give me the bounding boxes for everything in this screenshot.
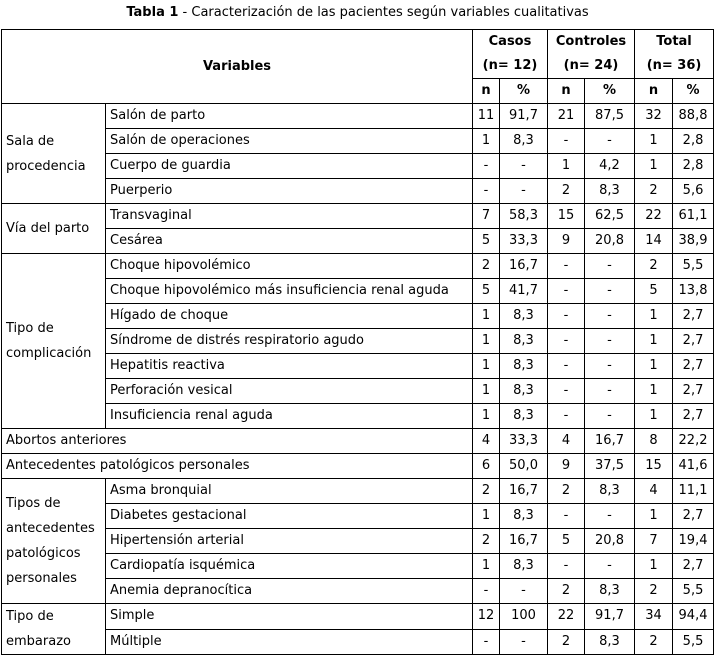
- group-cell: Tipos de antecedentes patológicos personales: [2, 479, 106, 604]
- cell-controles-n: 2: [548, 579, 585, 604]
- cell-total-pct: 88,8: [673, 104, 714, 129]
- cell-total-n: 14: [635, 229, 673, 254]
- cell-controles-pct: -: [585, 129, 635, 154]
- cell-controles-n: -: [548, 304, 585, 329]
- cell-total-n: 34: [635, 604, 673, 630]
- header-group-controles-n: (n= 24): [563, 58, 619, 73]
- cell-controles-pct: -: [585, 504, 635, 529]
- cell-casos-pct: -: [500, 629, 548, 655]
- row-label: Salón de parto: [106, 104, 473, 129]
- table-row: [2, 629, 714, 655]
- cell-total-pct: 2,7: [673, 329, 714, 354]
- table-row: [2, 479, 714, 504]
- cell-casos-pct: 8,3: [500, 329, 548, 354]
- cell-controles-n: 1: [548, 154, 585, 179]
- row-label: Hígado de choque: [106, 304, 473, 329]
- cell-total-n: 32: [635, 104, 673, 129]
- cell-casos-pct: 16,7: [500, 479, 548, 504]
- cell-total-pct: 5,6: [673, 179, 714, 204]
- header-group-casos-n: (n= 12): [482, 58, 538, 73]
- cell-total-pct: 11,1: [673, 479, 714, 504]
- cell-total-pct: 94,4: [673, 604, 714, 630]
- header-group-total-n: (n= 36): [646, 58, 702, 73]
- cell-casos-n: 1: [473, 354, 500, 379]
- cell-casos-n: -: [473, 579, 500, 604]
- row-label: Simple: [106, 604, 473, 630]
- table-row: [2, 529, 714, 554]
- cell-casos-pct: 8,3: [500, 354, 548, 379]
- cell-casos-n: 1: [473, 304, 500, 329]
- table-row: [2, 454, 714, 479]
- row-label: Cuerpo de guardia: [106, 154, 473, 179]
- cell-casos-n: 1: [473, 329, 500, 354]
- cell-casos-pct: 8,3: [500, 404, 548, 429]
- header-sub-casos-pct: %: [500, 79, 548, 104]
- table-row: [2, 229, 714, 254]
- cell-total-pct: 2,7: [673, 554, 714, 579]
- cell-casos-n: 12: [473, 604, 500, 630]
- cell-casos-pct: -: [500, 179, 548, 204]
- cell-total-n: 1: [635, 554, 673, 579]
- table-row: [2, 604, 714, 630]
- cell-total-pct: 5,5: [673, 254, 714, 279]
- cell-controles-n: -: [548, 129, 585, 154]
- cell-casos-pct: 8,3: [500, 379, 548, 404]
- cell-casos-pct: 8,3: [500, 554, 548, 579]
- row-label: Hipertensión arterial: [106, 529, 473, 554]
- cell-controles-pct: 8,3: [585, 479, 635, 504]
- row-label: Cardiopatía isquémica: [106, 554, 473, 579]
- cell-controles-n: -: [548, 279, 585, 304]
- cell-casos-pct: 100: [500, 604, 548, 630]
- table-row: [2, 179, 714, 204]
- cell-total-pct: 2,7: [673, 504, 714, 529]
- group-cell: Tipo de embarazo: [2, 604, 106, 655]
- table-row: [2, 254, 714, 279]
- cell-controles-n: -: [548, 379, 585, 404]
- cell-casos-pct: 8,3: [500, 504, 548, 529]
- row-label: Transvaginal: [106, 204, 473, 229]
- cell-controles-pct: -: [585, 254, 635, 279]
- header-sub-total-n: n: [635, 79, 673, 104]
- header-group-casos: [473, 30, 548, 79]
- table-row: [2, 329, 714, 354]
- header-sub-casos-n: n: [473, 79, 500, 104]
- cell-total-pct: 5,5: [673, 629, 714, 655]
- row-label: Salón de operaciones: [106, 129, 473, 154]
- cell-total-n: 1: [635, 129, 673, 154]
- cell-casos-n: 1: [473, 379, 500, 404]
- cell-casos-n: 1: [473, 504, 500, 529]
- cell-controles-n: 5: [548, 529, 585, 554]
- table-row: [2, 579, 714, 604]
- header-sub-controles-pct: %: [585, 79, 635, 104]
- cell-total-n: 1: [635, 154, 673, 179]
- cell-total-n: 22: [635, 204, 673, 229]
- cell-controles-n: 22: [548, 604, 585, 630]
- cell-total-n: 8: [635, 429, 673, 454]
- header-sub-controles-n: n: [548, 79, 585, 104]
- cell-total-pct: 13,8: [673, 279, 714, 304]
- cell-total-n: 1: [635, 404, 673, 429]
- cell-total-n: 15: [635, 454, 673, 479]
- cell-controles-n: 15: [548, 204, 585, 229]
- row-label: Síndrome de distrés respiratorio agudo: [106, 329, 473, 354]
- cell-total-pct: 61,1: [673, 204, 714, 229]
- cell-total-n: 1: [635, 354, 673, 379]
- cell-controles-pct: 20,8: [585, 229, 635, 254]
- cell-casos-pct: 8,3: [500, 304, 548, 329]
- cell-casos-pct: 58,3: [500, 204, 548, 229]
- cell-casos-n: 2: [473, 254, 500, 279]
- cell-controles-n: 2: [548, 629, 585, 655]
- cell-casos-n: 5: [473, 229, 500, 254]
- cell-total-pct: 2,8: [673, 154, 714, 179]
- cell-casos-n: 4: [473, 429, 500, 454]
- cell-controles-pct: 62,5: [585, 204, 635, 229]
- row-label: Diabetes gestacional: [106, 504, 473, 529]
- header-group-total-name: Total: [656, 34, 692, 49]
- cell-controles-n: -: [548, 329, 585, 354]
- row-label: Anemia depranocítica: [106, 579, 473, 604]
- cell-casos-n: 7: [473, 204, 500, 229]
- cell-controles-n: -: [548, 554, 585, 579]
- table-row: [2, 304, 714, 329]
- table-row: [2, 204, 714, 229]
- cell-controles-n: 9: [548, 229, 585, 254]
- cell-casos-pct: -: [500, 579, 548, 604]
- cell-total-n: 1: [635, 504, 673, 529]
- table-caption: [0, 5, 715, 20]
- cell-casos-n: -: [473, 629, 500, 655]
- cell-controles-pct: 4,2: [585, 154, 635, 179]
- characterization-table: [1, 29, 714, 655]
- row-label: Insuficiencia renal aguda: [106, 404, 473, 429]
- cell-casos-n: 2: [473, 479, 500, 504]
- cell-casos-n: 11: [473, 104, 500, 129]
- cell-total-n: 7: [635, 529, 673, 554]
- table-caption-text: - Caracterización de las pacientes según variables cualitativas: [178, 5, 589, 20]
- row-label: Choque hipovolémico más insuficiencia renal aguda: [106, 279, 473, 304]
- header-group-total: [635, 30, 714, 79]
- cell-casos-n: 5: [473, 279, 500, 304]
- table-row: [2, 154, 714, 179]
- cell-casos-pct: 16,7: [500, 529, 548, 554]
- header-row-groups: [2, 30, 714, 79]
- cell-controles-pct: 20,8: [585, 529, 635, 554]
- cell-controles-n: -: [548, 254, 585, 279]
- row-label: Puerperio: [106, 179, 473, 204]
- cell-controles-n: 9: [548, 454, 585, 479]
- cell-total-n: 1: [635, 329, 673, 354]
- cell-total-pct: 38,9: [673, 229, 714, 254]
- cell-total-n: 1: [635, 304, 673, 329]
- cell-total-pct: 2,8: [673, 129, 714, 154]
- row-label: Asma bronquial: [106, 479, 473, 504]
- cell-total-pct: 2,7: [673, 354, 714, 379]
- cell-controles-pct: 8,3: [585, 629, 635, 655]
- cell-casos-pct: 33,3: [500, 229, 548, 254]
- row-label: Abortos anteriores: [2, 429, 473, 454]
- cell-controles-n: 21: [548, 104, 585, 129]
- header-group-controles-name: Controles: [555, 34, 627, 49]
- table-caption-label: Tabla 1: [126, 5, 179, 20]
- row-label: Perforación vesical: [106, 379, 473, 404]
- cell-total-pct: 19,4: [673, 529, 714, 554]
- cell-total-n: 2: [635, 254, 673, 279]
- row-label: Múltiple: [106, 629, 473, 655]
- row-label: Cesárea: [106, 229, 473, 254]
- cell-casos-pct: 33,3: [500, 429, 548, 454]
- cell-controles-pct: -: [585, 554, 635, 579]
- cell-controles-pct: -: [585, 329, 635, 354]
- cell-total-pct: 2,7: [673, 404, 714, 429]
- group-cell: Vía del parto: [2, 204, 106, 254]
- cell-controles-n: -: [548, 504, 585, 529]
- table-row: [2, 279, 714, 304]
- cell-controles-pct: 8,3: [585, 579, 635, 604]
- cell-controles-n: -: [548, 404, 585, 429]
- header-variables: Variables: [2, 30, 473, 104]
- cell-controles-pct: -: [585, 379, 635, 404]
- cell-controles-n: 4: [548, 429, 585, 454]
- cell-total-n: 2: [635, 179, 673, 204]
- cell-controles-n: 2: [548, 179, 585, 204]
- cell-controles-pct: 87,5: [585, 104, 635, 129]
- cell-casos-n: 1: [473, 129, 500, 154]
- row-label: Antecedentes patológicos personales: [2, 454, 473, 479]
- cell-total-n: 1: [635, 379, 673, 404]
- cell-casos-pct: 91,7: [500, 104, 548, 129]
- cell-total-n: 2: [635, 579, 673, 604]
- table-row: [2, 404, 714, 429]
- cell-total-n: 2: [635, 629, 673, 655]
- table-row: [2, 554, 714, 579]
- row-label: Choque hipovolémico: [106, 254, 473, 279]
- cell-casos-pct: 16,7: [500, 254, 548, 279]
- cell-casos-n: 2: [473, 529, 500, 554]
- table-row: [2, 104, 714, 129]
- table-row: [2, 354, 714, 379]
- cell-controles-pct: -: [585, 354, 635, 379]
- row-label: Hepatitis reactiva: [106, 354, 473, 379]
- cell-controles-n: 2: [548, 479, 585, 504]
- cell-casos-pct: 41,7: [500, 279, 548, 304]
- table-row: [2, 129, 714, 154]
- cell-controles-pct: 16,7: [585, 429, 635, 454]
- cell-casos-pct: 50,0: [500, 454, 548, 479]
- cell-total-pct: 2,7: [673, 304, 714, 329]
- cell-total-n: 4: [635, 479, 673, 504]
- cell-controles-pct: 8,3: [585, 179, 635, 204]
- cell-controles-pct: 37,5: [585, 454, 635, 479]
- cell-casos-n: 6: [473, 454, 500, 479]
- cell-controles-pct: -: [585, 404, 635, 429]
- group-cell: Sala de procedencia: [2, 104, 106, 204]
- table-row: [2, 429, 714, 454]
- table-row: [2, 504, 714, 529]
- header-sub-total-pct: %: [673, 79, 714, 104]
- header-group-casos-name: Casos: [488, 34, 532, 49]
- cell-controles-pct: -: [585, 304, 635, 329]
- cell-total-pct: 5,5: [673, 579, 714, 604]
- cell-casos-n: -: [473, 179, 500, 204]
- cell-controles-pct: 91,7: [585, 604, 635, 630]
- cell-casos-n: 1: [473, 404, 500, 429]
- header-group-controles: [548, 30, 635, 79]
- cell-total-pct: 41,6: [673, 454, 714, 479]
- table-row: [2, 379, 714, 404]
- cell-controles-pct: -: [585, 279, 635, 304]
- cell-casos-n: 1: [473, 554, 500, 579]
- cell-casos-n: -: [473, 154, 500, 179]
- cell-total-pct: 22,2: [673, 429, 714, 454]
- cell-casos-pct: -: [500, 154, 548, 179]
- cell-total-pct: 2,7: [673, 379, 714, 404]
- group-cell: Tipo de complicación: [2, 254, 106, 429]
- cell-controles-n: -: [548, 354, 585, 379]
- cell-total-n: 5: [635, 279, 673, 304]
- cell-casos-pct: 8,3: [500, 129, 548, 154]
